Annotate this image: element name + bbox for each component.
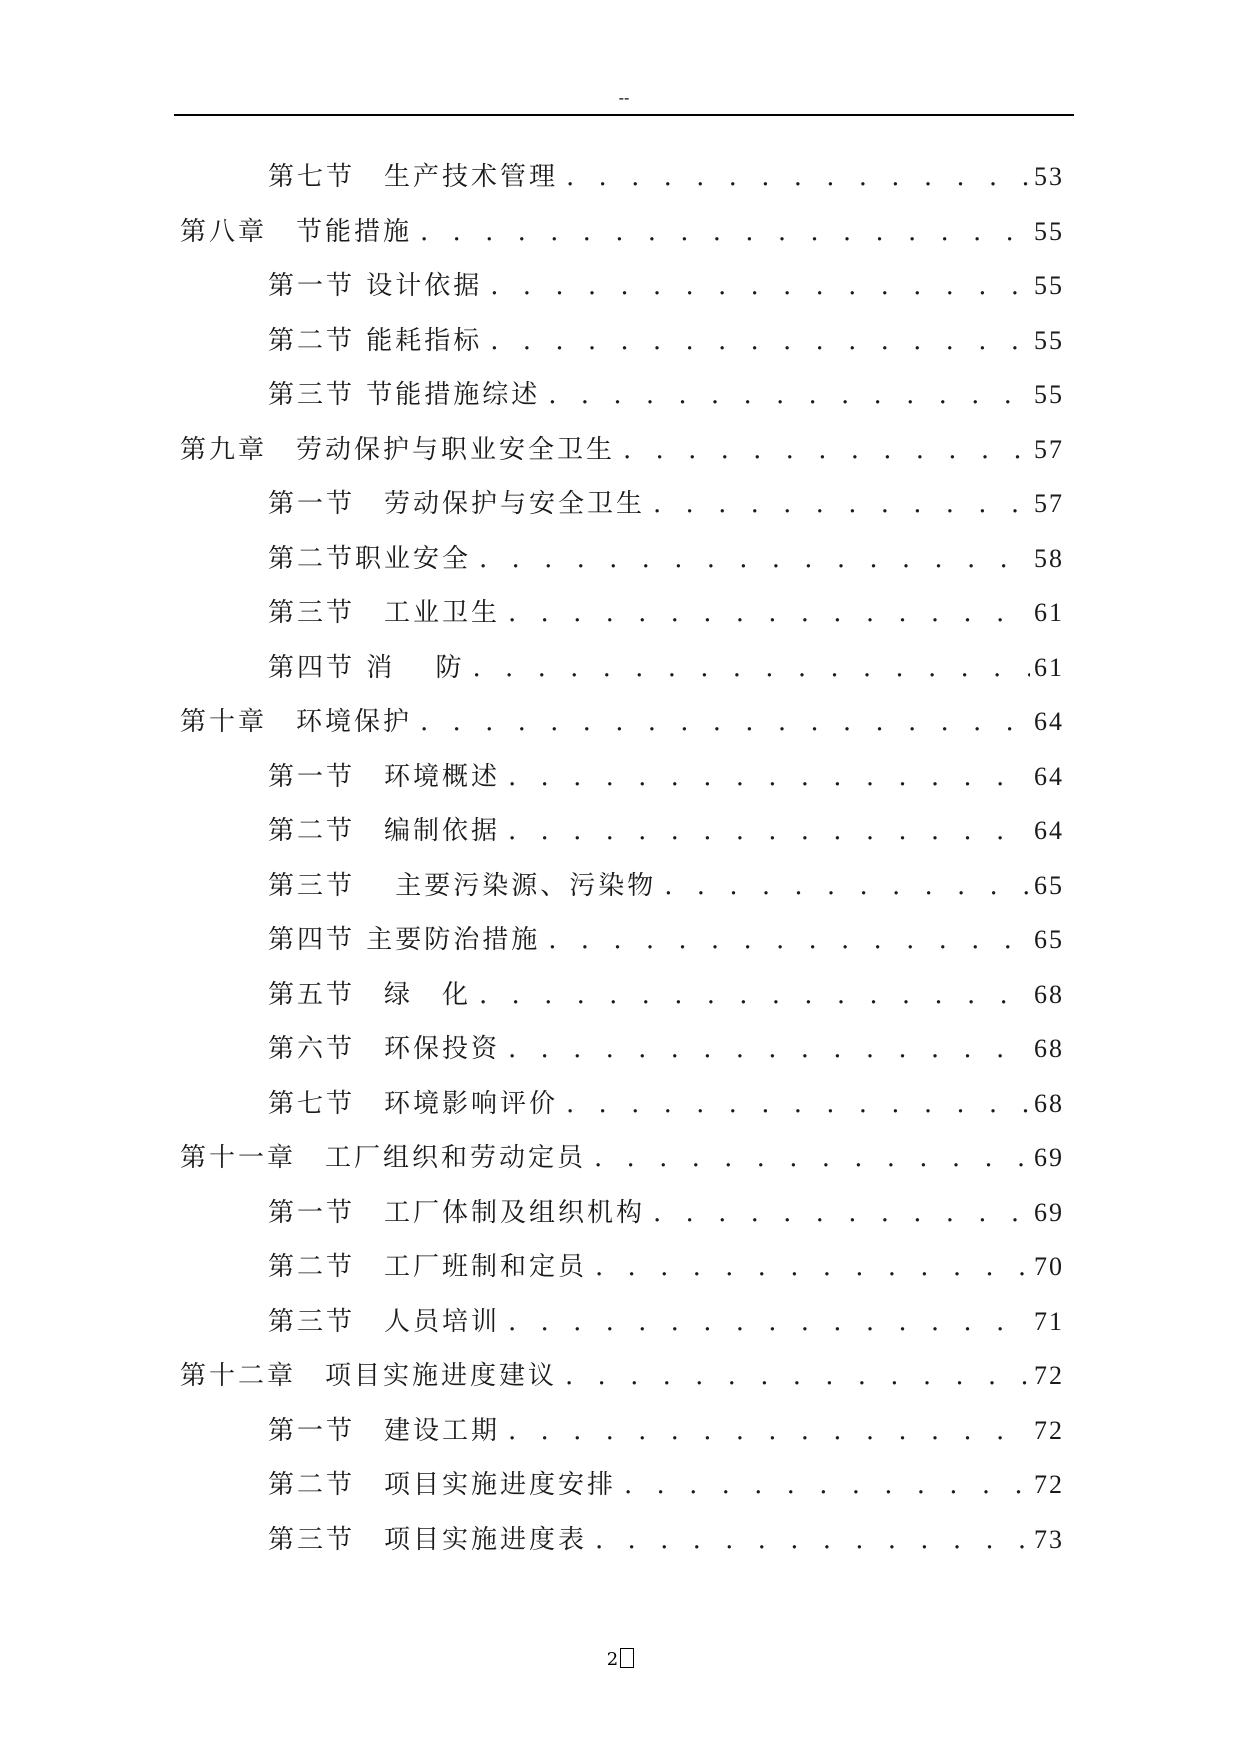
- toc-section-entry[interactable]: [180, 1246, 1064, 1301]
- toc-dot-leader: [595, 1252, 1030, 1282]
- toc-entry-label: 第二节 能耗指标: [268, 325, 483, 356]
- toc-entry-page-number: 64: [1034, 707, 1064, 736]
- toc-dot-leader: [548, 925, 1030, 955]
- toc-dot-leader: [566, 162, 1030, 192]
- toc-dot-leader: [508, 598, 1030, 628]
- toc-section-entry[interactable]: [180, 919, 1064, 974]
- toc-section-entry[interactable]: [180, 1464, 1064, 1519]
- toc-dot-leader: [653, 1198, 1030, 1228]
- toc-chapter-entry[interactable]: [180, 429, 1064, 484]
- page-header: [174, 82, 1074, 116]
- toc-dot-leader: [473, 653, 1030, 683]
- toc-entry-page-number: 55: [1034, 325, 1064, 355]
- toc-entry-label: 第一节 建设工期: [268, 1415, 501, 1446]
- toc-entry-page-number: 61: [1034, 598, 1064, 627]
- toc-dot-leader: [595, 1525, 1030, 1555]
- toc-section-entry[interactable]: [180, 592, 1064, 647]
- toc-entry-page-number: 69: [1034, 1143, 1064, 1172]
- toc-entry-label: 第三节 人员培训: [268, 1306, 501, 1337]
- toc-entry-label: 第十章 环境保护: [180, 707, 413, 737]
- toc-entry-label: 第三节 工业卫生: [268, 598, 501, 628]
- toc-section-entry[interactable]: [180, 265, 1064, 320]
- toc-entry-label: 第一节 劳动保护与安全卫生: [268, 489, 646, 519]
- toc-dot-leader: [624, 1470, 1030, 1500]
- toc-entry-page-number: 64: [1034, 816, 1064, 845]
- toc-entry-label: 第六节 环保投资: [268, 1034, 501, 1064]
- toc-dot-leader: [508, 816, 1030, 846]
- toc-entry-page-number: 72: [1034, 1415, 1064, 1445]
- toc-entry-label: 第四节 消 防: [268, 652, 465, 683]
- toc-entry-label: 第八章 节能措施: [180, 216, 413, 247]
- toc-entry-page-number: 71: [1034, 1306, 1064, 1336]
- toc-dot-leader: [508, 1416, 1030, 1446]
- toc-section-entry[interactable]: [180, 810, 1064, 865]
- toc-entry-page-number: 57: [1034, 489, 1064, 518]
- toc-entry-page-number: 64: [1034, 761, 1064, 791]
- toc-section-entry[interactable]: [180, 1083, 1064, 1138]
- toc-entry-page-number: 73: [1034, 1524, 1064, 1554]
- toc-section-entry[interactable]: [180, 647, 1064, 702]
- toc-section-entry[interactable]: [180, 1192, 1064, 1247]
- toc-entry-page-number: 70: [1034, 1252, 1064, 1281]
- page-footer: [0, 1648, 1241, 1670]
- toc-entry-label: 第四节 主要防治措施: [268, 925, 541, 955]
- toc-dot-leader: [653, 489, 1030, 519]
- toc-section-entry[interactable]: [180, 374, 1064, 429]
- toc-entry-page-number: 55: [1034, 380, 1064, 409]
- toc-entry-label: 第七节 生产技术管理: [268, 162, 559, 192]
- toc-entry-page-number: 55: [1034, 271, 1064, 300]
- toc-section-entry[interactable]: [180, 1519, 1064, 1574]
- toc-section-entry[interactable]: [180, 1410, 1064, 1465]
- toc-section-entry[interactable]: [180, 483, 1064, 538]
- toc-dot-leader: [420, 707, 1030, 737]
- toc-entry-page-number: 68: [1034, 1034, 1064, 1063]
- toc-entry-label: 第三节 项目实施进度表: [268, 1524, 588, 1555]
- toc-entry-label: 第二节 编制依据: [268, 816, 501, 846]
- header-text: --: [618, 88, 630, 107]
- toc-entry-page-number: 68: [1034, 1088, 1064, 1118]
- toc-dot-leader: [508, 1034, 1030, 1064]
- toc-section-entry[interactable]: [180, 756, 1064, 811]
- toc-entry-page-number: 58: [1034, 543, 1064, 573]
- toc-chapter-entry[interactable]: [180, 1137, 1064, 1192]
- toc-section-entry[interactable]: [180, 320, 1064, 375]
- toc-dot-leader: [594, 1143, 1030, 1173]
- toc-dot-leader: [490, 271, 1030, 301]
- toc-chapter-entry[interactable]: [180, 701, 1064, 756]
- toc-entry-page-number: 61: [1034, 652, 1064, 682]
- toc-entry-label: 第一节 工厂体制及组织机构: [268, 1197, 646, 1228]
- page-number: 2: [606, 1649, 619, 1670]
- toc-entry-page-number: 65: [1034, 870, 1064, 900]
- toc-dot-leader: [565, 1361, 1030, 1391]
- toc-section-entry[interactable]: [180, 1301, 1064, 1356]
- toc-dot-leader: [490, 326, 1030, 356]
- toc-dot-leader: [566, 1089, 1030, 1119]
- table-of-contents: [180, 156, 1064, 1573]
- toc-section-entry[interactable]: [180, 538, 1064, 593]
- toc-section-entry[interactable]: [180, 974, 1064, 1029]
- toc-entry-page-number: 69: [1034, 1197, 1064, 1227]
- toc-section-entry[interactable]: [180, 865, 1064, 920]
- toc-dot-leader: [508, 762, 1030, 792]
- toc-entry-label: 第七节 环境影响评价: [268, 1088, 559, 1119]
- toc-entry-page-number: 65: [1034, 925, 1064, 954]
- toc-dot-leader: [479, 980, 1030, 1010]
- toc-entry-label: 第九章 劳动保护与职业安全卫生: [180, 434, 616, 465]
- toc-entry-label: 第十二章 项目实施进度建议: [180, 1361, 558, 1391]
- toc-entry-page-number: 55: [1034, 216, 1064, 246]
- toc-entry-label: 第五节 绿 化: [268, 979, 472, 1010]
- toc-entry-label: 第二节 项目实施进度安排: [268, 1470, 617, 1500]
- toc-entry-page-number: 57: [1034, 434, 1064, 464]
- toc-section-entry[interactable]: [180, 156, 1064, 211]
- page-number-box-icon: [620, 1648, 634, 1668]
- toc-section-entry[interactable]: [180, 1028, 1064, 1083]
- toc-entry-label: 第二节 工厂班制和定员: [268, 1252, 588, 1282]
- toc-entry-label: 第三节 节能措施综述: [268, 380, 541, 410]
- toc-chapter-entry[interactable]: [180, 1355, 1064, 1410]
- toc-entry-label: 第一节 环境概述: [268, 761, 501, 792]
- toc-entry-page-number: 53: [1034, 162, 1064, 191]
- toc-entry-page-number: 72: [1034, 1470, 1064, 1499]
- toc-dot-leader: [664, 871, 1030, 901]
- toc-entry-label: 第二节职业安全: [268, 543, 472, 574]
- toc-dot-leader: [420, 217, 1030, 247]
- toc-dot-leader: [479, 544, 1030, 574]
- toc-dot-leader: [548, 380, 1030, 410]
- toc-dot-leader: [508, 1307, 1030, 1337]
- toc-entry-page-number: 68: [1034, 979, 1064, 1009]
- toc-dot-leader: [623, 435, 1030, 465]
- toc-entry-label: 第三节 主要污染源、污染物: [268, 870, 657, 901]
- toc-chapter-entry[interactable]: [180, 211, 1064, 266]
- toc-entry-label: 第一节 设计依据: [268, 271, 483, 301]
- toc-entry-label: 第十一章 工厂组织和劳动定员: [180, 1143, 587, 1173]
- toc-entry-page-number: 72: [1034, 1361, 1064, 1390]
